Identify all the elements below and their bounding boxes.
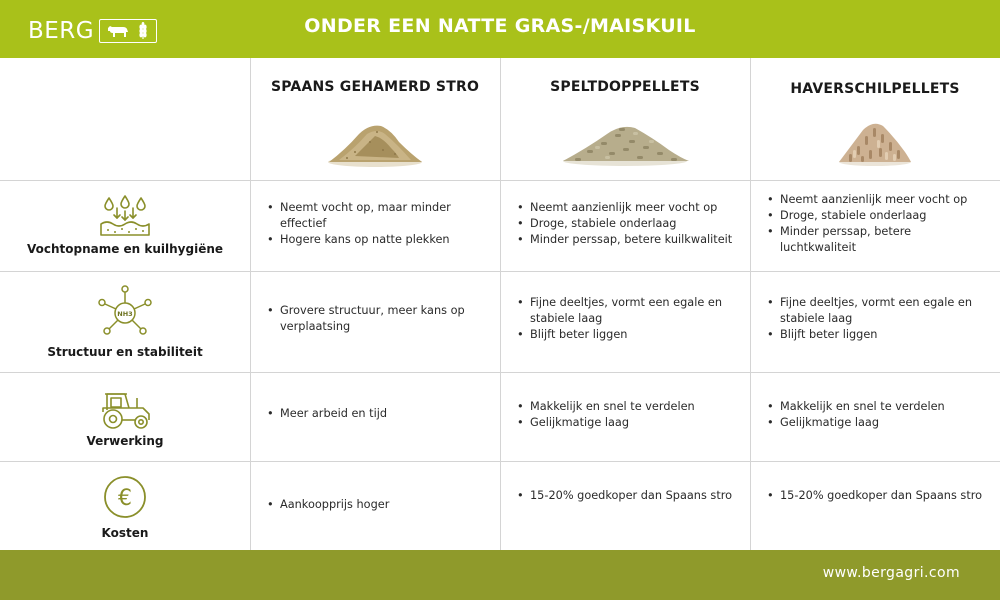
column-title: SPAANS GEHAMERD STRO <box>270 79 480 95</box>
moisture-absorption-icon <box>98 194 152 238</box>
list-item: • Minder perssap, betere luchtkwaliteit <box>766 224 988 256</box>
list-item: • Gelijkmatige laag <box>516 415 738 431</box>
row-label-costs <box>0 474 250 540</box>
cell-processing-spelt <box>516 399 738 431</box>
list-item: • 15-20% goedkoper dan Spaans stro <box>766 488 988 504</box>
list-item: • Grovere structuur, meer kans op verplaatsing <box>266 303 488 335</box>
column-title: HAVERSCHILPELLETS <box>790 81 960 97</box>
logo-text: BERG <box>28 18 95 44</box>
straw-pile-image <box>325 120 425 168</box>
cell-processing-oat <box>766 399 988 431</box>
row-label-moisture <box>0 194 250 256</box>
cell-processing-straw <box>266 406 488 422</box>
cell-costs-oat <box>766 488 988 504</box>
list-item: • Blijft beter liggen <box>516 327 738 343</box>
list-item: • Fijne deeltjes, vormt een egale en stabiele laag <box>766 295 988 327</box>
row-label-text: Verwerking <box>86 434 164 448</box>
list-item: • Makkelijk en snel te verdelen <box>516 399 738 415</box>
list-item: • Minder perssap, betere kuilkwaliteit <box>516 232 744 248</box>
molecule-label: NH3 <box>117 310 133 318</box>
list-item: • Neemt aanzienlijk meer vocht op <box>766 192 988 208</box>
row-divider <box>0 461 1000 462</box>
oat-pellet-pile-image <box>835 116 915 168</box>
row-label-text: Vochtopname en kuilhygiëne <box>26 242 224 256</box>
row-label-text: Kosten <box>101 526 149 540</box>
list-item: • Blijft beter liggen <box>766 327 988 343</box>
column-header-straw <box>250 58 500 180</box>
list-item: • Makkelijk en snel te verdelen <box>766 399 988 415</box>
tractor-icon <box>97 388 153 430</box>
spelt-pellet-pile-image <box>557 118 693 168</box>
list-item: • Neemt aanzienlijk meer vocht op <box>516 200 744 216</box>
row-divider <box>0 372 1000 373</box>
list-item: • Hogere kans op natte plekken <box>266 232 488 248</box>
list-item: • Droge, stabiele onderlaag <box>766 208 988 224</box>
row-divider <box>0 180 1000 181</box>
comparison-table <box>0 58 1000 550</box>
list-item: • Fijne deeltjes, vormt een egale en stabiele laag <box>516 295 738 327</box>
column-title: SPELTDOPPELLETS <box>550 79 700 95</box>
cell-structure-oat <box>766 295 988 343</box>
cell-structure-straw <box>266 303 488 335</box>
euro-icon <box>102 474 148 520</box>
row-divider <box>0 271 1000 272</box>
list-item: • Neemt vocht op, maar minder effectief <box>266 200 488 232</box>
cell-costs-spelt <box>516 488 738 504</box>
list-item: • Meer arbeid en tijd <box>266 406 488 422</box>
footer-bar <box>0 550 1000 600</box>
cell-moisture-spelt <box>516 200 744 248</box>
cell-costs-straw <box>266 497 488 513</box>
molecule-icon <box>95 283 155 343</box>
column-header-oat <box>750 58 1000 180</box>
row-label-text: Structuur en stabiliteit <box>47 345 203 359</box>
list-item: • Aankoopprijs hoger <box>266 497 488 513</box>
header-bar <box>0 0 1000 58</box>
list-item: • Gelijkmatige laag <box>766 415 988 431</box>
page-title: ONDER EEN NATTE GRAS-/MAISKUIL <box>304 15 696 37</box>
row-label-structure <box>0 283 250 359</box>
cell-moisture-oat <box>766 192 988 256</box>
cell-moisture-straw <box>266 200 488 248</box>
row-label-processing <box>0 388 250 448</box>
list-item: • Droge, stabiele onderlaag <box>516 216 744 232</box>
list-item: • 15-20% goedkoper dan Spaans stro <box>516 488 738 504</box>
website-link[interactable]: www.bergagri.com <box>822 565 960 581</box>
euro-symbol: € <box>118 486 132 511</box>
column-header-spelt <box>500 58 750 180</box>
cell-structure-spelt <box>516 295 738 343</box>
